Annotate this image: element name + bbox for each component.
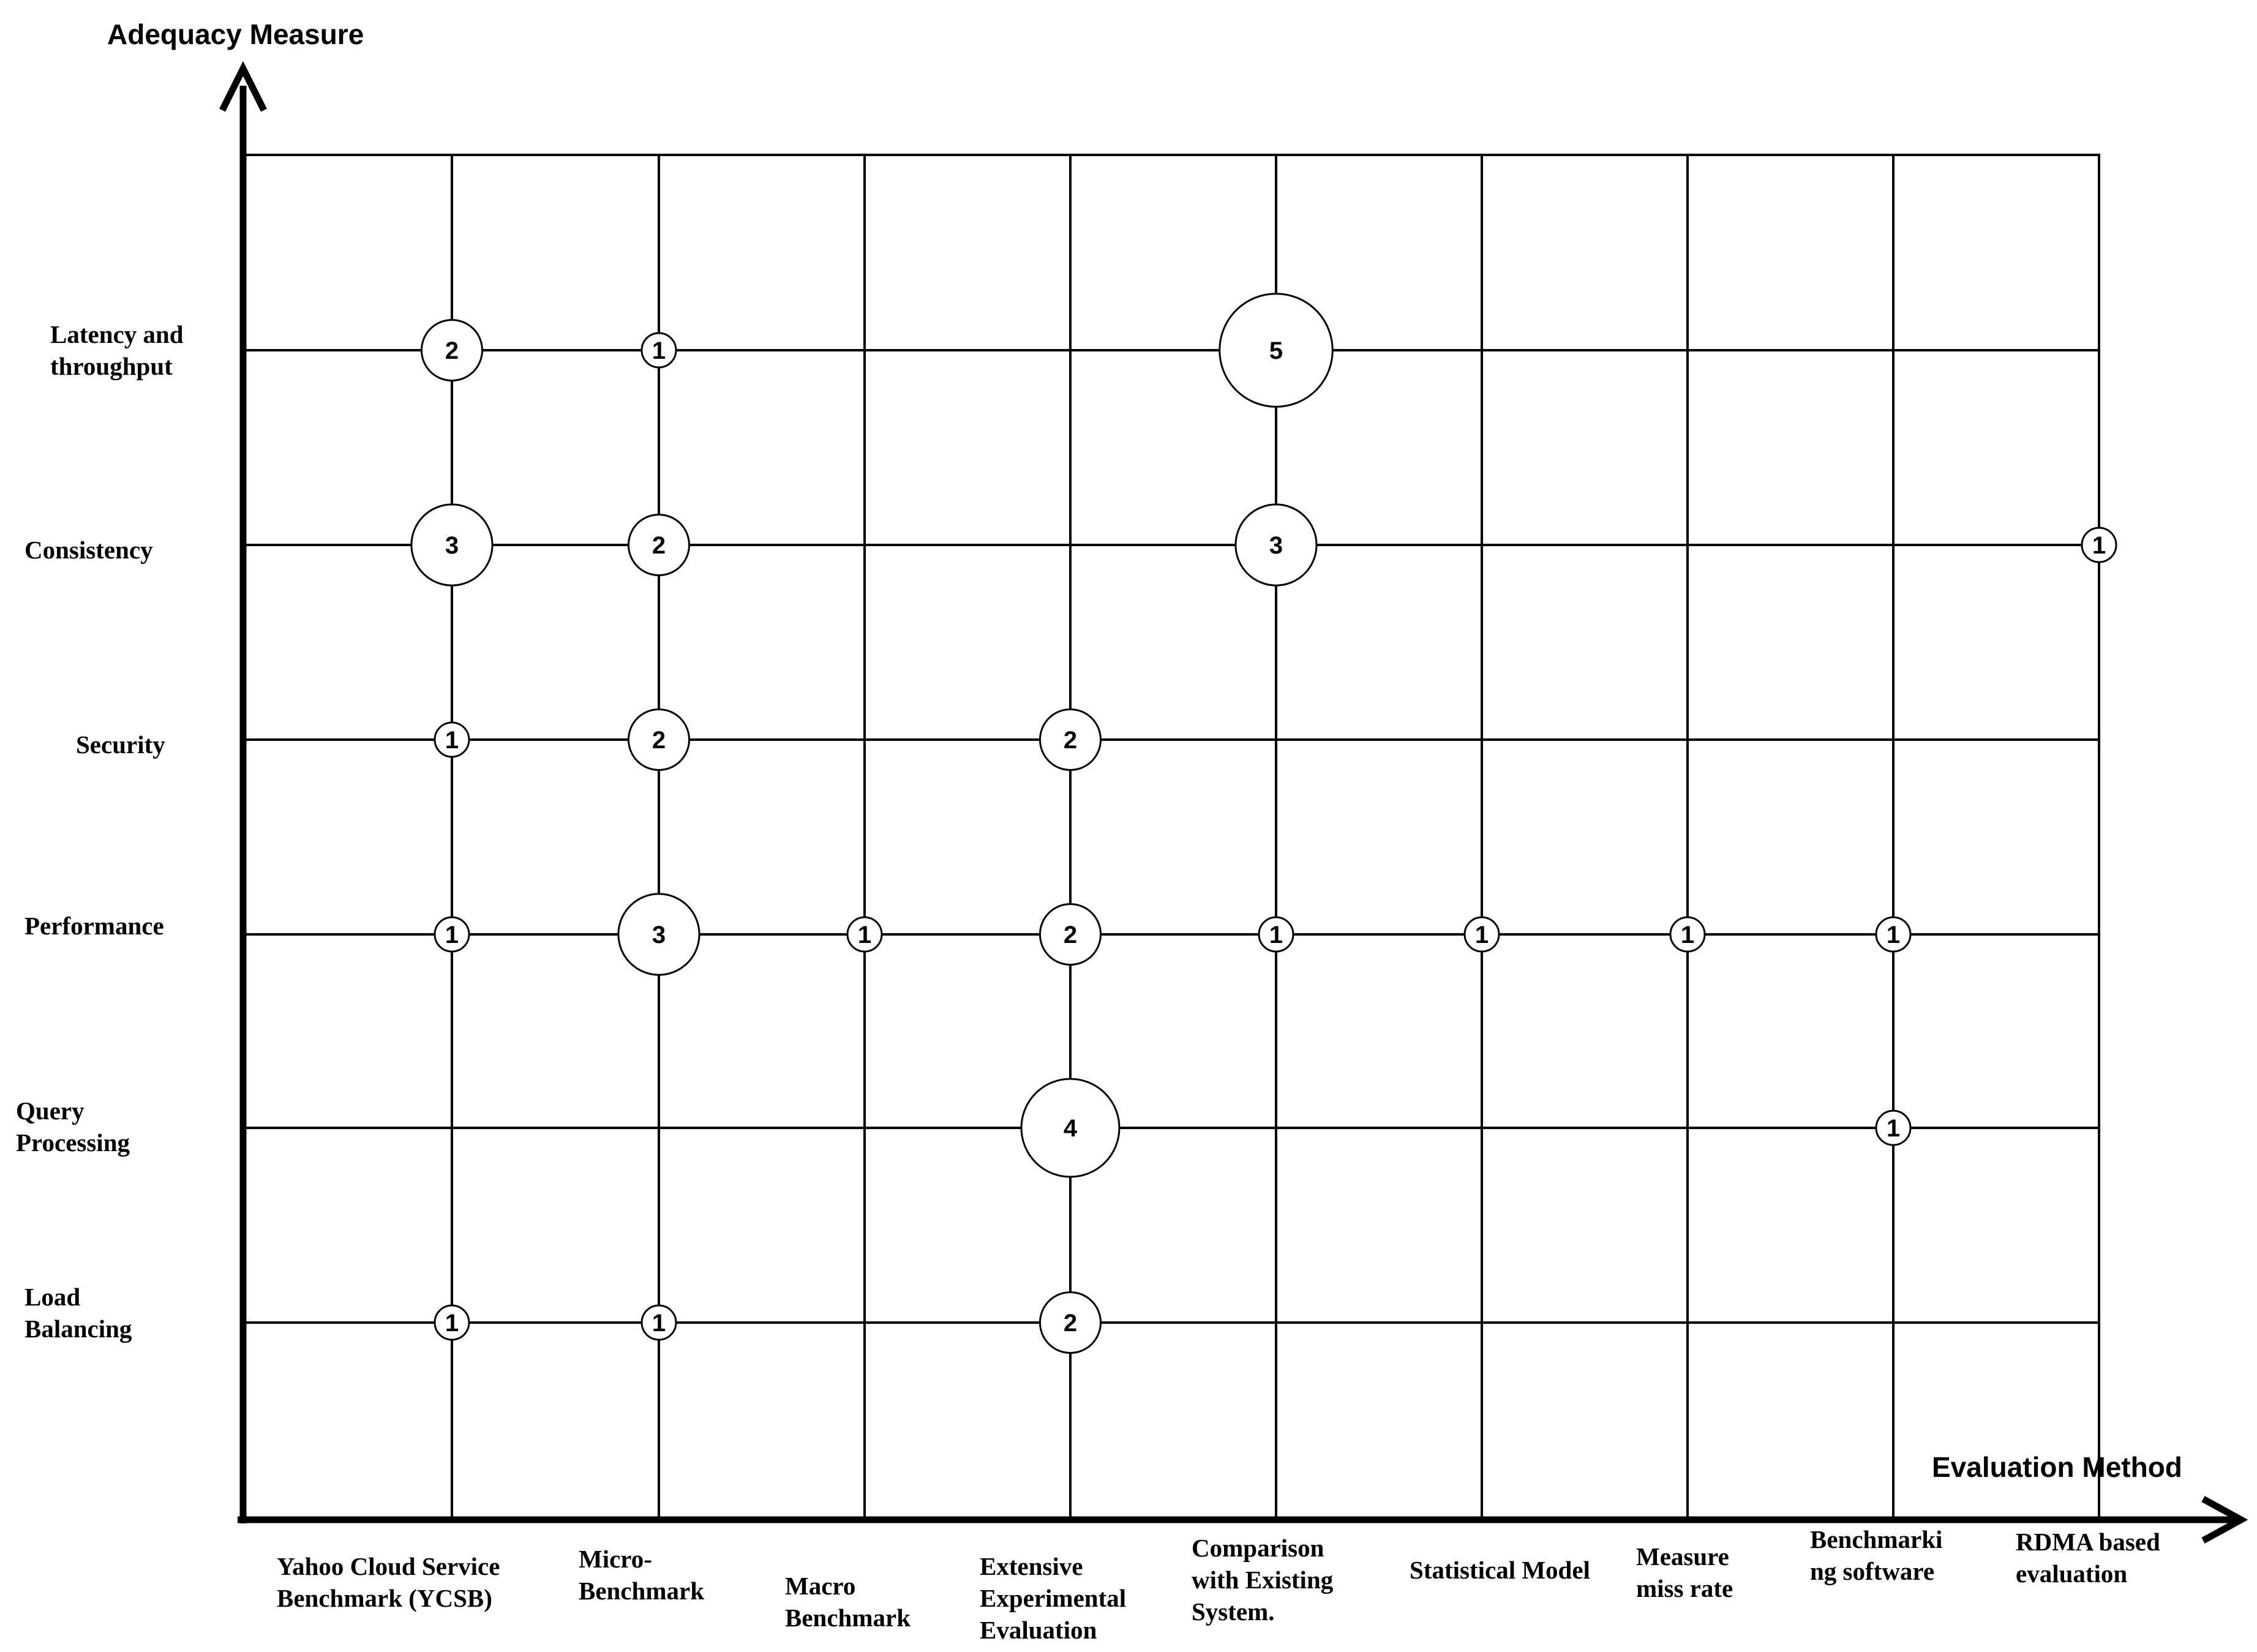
bubble-value-label: 1 — [445, 922, 459, 948]
bubble-value-label: 1 — [1680, 922, 1695, 948]
bubble-value-label: 1 — [1886, 1115, 1901, 1142]
bubble-value-label: 3 — [445, 532, 459, 559]
y-tick-label: Consistency — [24, 536, 153, 564]
x-axis-title: Evaluation Method — [1932, 1451, 2182, 1483]
bubble-value-label: 2 — [445, 337, 459, 364]
x-tick-labels — [277, 1525, 2160, 1644]
bubble-value-label: 1 — [652, 1310, 666, 1337]
x-tick-label: Statistical Model — [1410, 1556, 1590, 1584]
bubble-value-label: 3 — [652, 922, 666, 948]
bubble-value-label: 4 — [1063, 1115, 1078, 1142]
bubble-value-label: 1 — [1269, 922, 1283, 948]
x-tick-label: Macro Benchmark — [785, 1572, 911, 1632]
y-axis-title: Adequacy Measure — [107, 18, 364, 50]
grid — [245, 155, 2100, 1520]
bubble-value-label: 2 — [1063, 727, 1078, 754]
x-tick-label: Extensive Experimental Evaluation — [980, 1552, 1127, 1644]
bubbles — [411, 294, 2116, 1353]
bubble-value-label: 5 — [1269, 337, 1283, 364]
y-tick-label: Load Balancing — [24, 1283, 132, 1343]
y-tick-label: Performance — [24, 912, 164, 940]
bubble-value-label: 2 — [652, 532, 666, 559]
axes — [222, 69, 2241, 1541]
y-tick-labels — [16, 320, 184, 1343]
y-tick-label: Security — [76, 730, 165, 759]
bubble-value-label: 3 — [1269, 532, 1283, 559]
bubble-value-label: 1 — [445, 727, 459, 754]
bubble-value-label: 2 — [652, 727, 666, 754]
x-tick-label: Benchmarki ng software — [1810, 1525, 1943, 1585]
x-tick-label: Measure miss rate — [1636, 1542, 1733, 1602]
bubble-value-label: 1 — [1474, 922, 1489, 948]
y-tick-label: Latency and throughput — [50, 320, 184, 380]
bubble-value-label: 2 — [1063, 922, 1078, 948]
x-tick-label: Micro-Benchmark — [579, 1545, 704, 1605]
bubble-value-label: 1 — [857, 922, 872, 948]
y-tick-label: Query Processing — [16, 1097, 130, 1157]
bubble-value-label: 1 — [652, 337, 666, 364]
bubble-value-label: 1 — [2092, 532, 2106, 559]
x-tick-label: Yahoo Cloud Service Benchmark (YCSB) — [277, 1552, 500, 1612]
bubble-value-label: 1 — [445, 1310, 459, 1337]
x-tick-label: RDMA based evaluation — [2016, 1528, 2160, 1588]
x-tick-label: Comparison with Existing System. — [1192, 1534, 1334, 1626]
bubble-value-label: 2 — [1063, 1310, 1078, 1337]
bubble-value-label: 1 — [1886, 922, 1901, 948]
